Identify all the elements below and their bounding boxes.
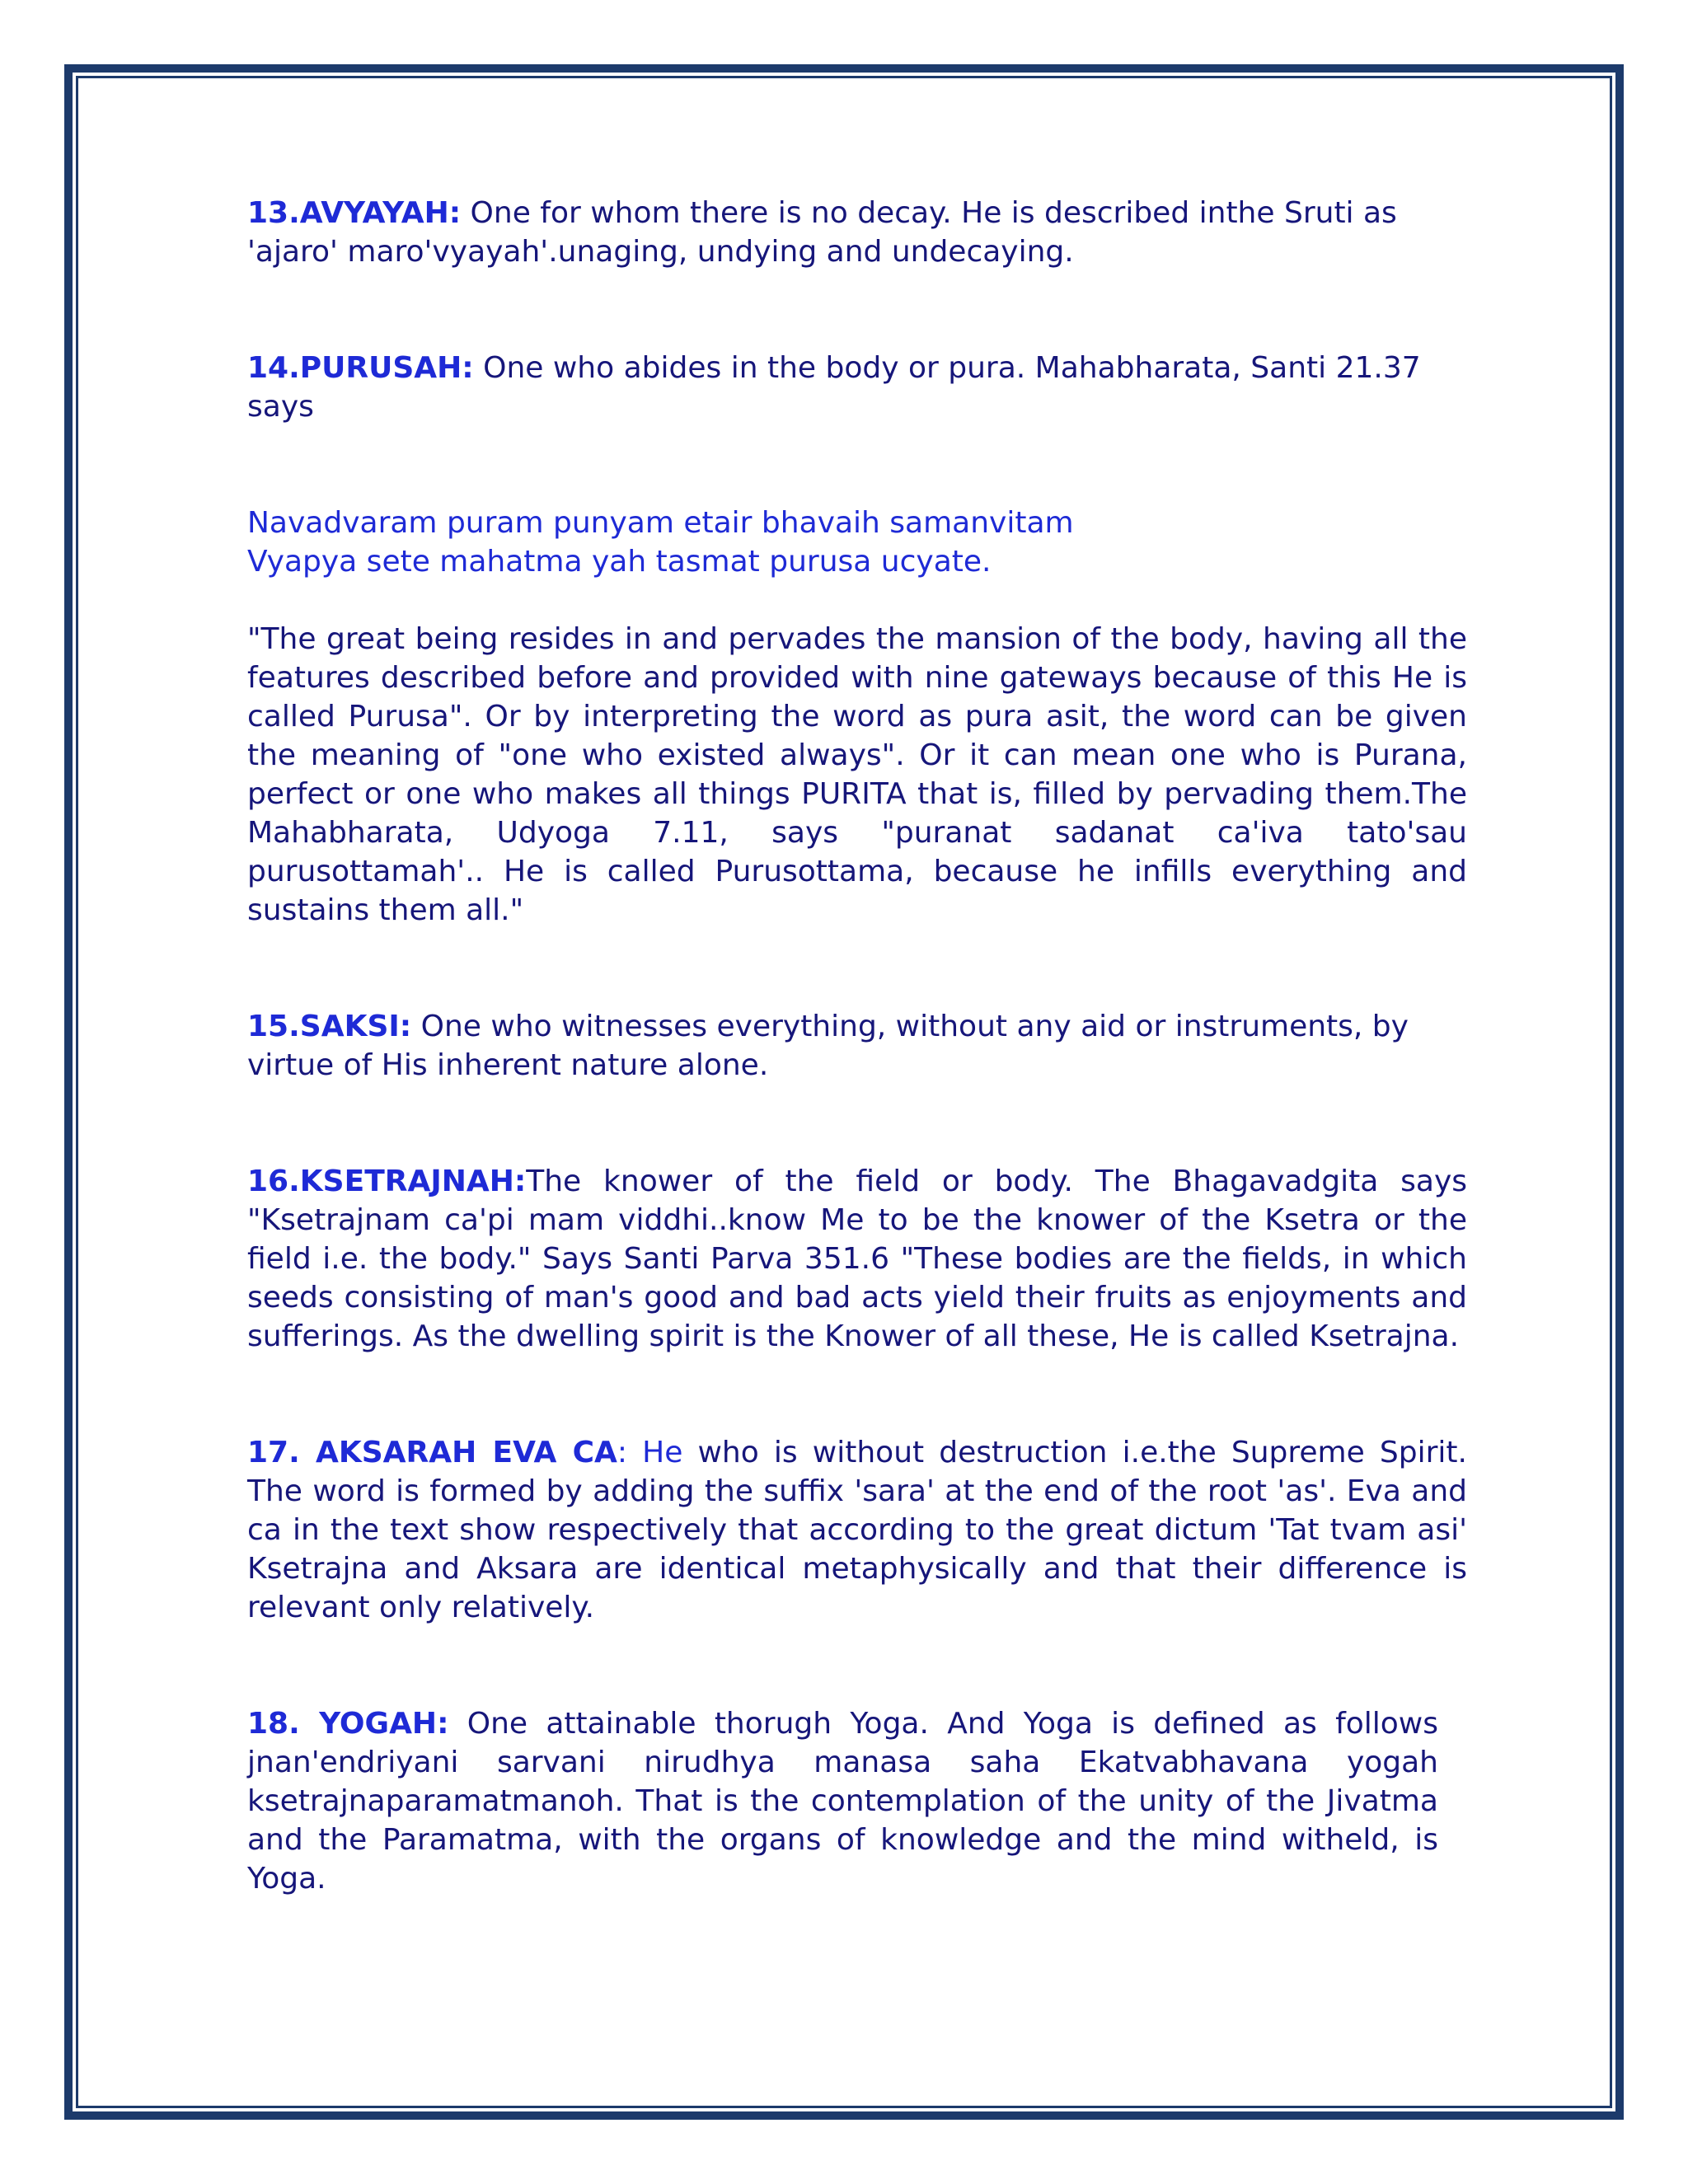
entry-13-heading: 13.AVYAYAH: (247, 196, 462, 230)
entry-16-heading: 16.KSETRAJNAH: (247, 1165, 527, 1198)
entry-14-verse-line-2: Vyapya sete mahatma yah tasmat purusa ucyate. (247, 545, 992, 579)
entry-13-line-2: 'ajaro' maro'vyayah'.unaging, undying and undecaying. (247, 235, 1074, 269)
entry-17 (247, 1433, 1467, 1627)
entry-15-heading: 15.SAKSI: (247, 1010, 412, 1043)
entry-17-text: who is without destruction i.e.the Supreme Spirit. The word is formed by adding the suffix 'sara' at the end of the root 'as'. Eva and ca in the text show respectively that according to the great dictum 'Tat tvam asi' Ksetrajna and Aksara are identical metaphysically and that their difference is relevant only relatively. (247, 1436, 1467, 1624)
entry-15-line-1: One who witnesses everything, without any aid or instruments, by (411, 1010, 1409, 1043)
entry-15-line-2: virtue of His inherent nature alone. (247, 1048, 769, 1082)
entry-18 (247, 1704, 1438, 1898)
entry-14-verse (247, 504, 1467, 581)
entry-17-heading: 17. AKSARAH EVA CA (247, 1436, 617, 1469)
entry-16 (247, 1162, 1467, 1356)
entry-15 (247, 1007, 1467, 1085)
entry-14-commentary: "The great being resides in and pervades the mansion of the body, having all the features described before and provided with nine gateways because of this He is called Purusa". Or by interpreting the word as pura asit, the word can be given the meaning of "one who existed always". Or it can mean one who is Purana, perfect or one who makes all things PURITA that is, filled by pervading them.The Mahabharata, Udyoga 7.11, says "puranat sadanat ca'iva tato'sau purusottamah'.. He is called Purusottama, because he infills everything and sustains them all." (247, 622, 1467, 927)
entry-14 (247, 349, 1455, 426)
entry-18-text: One attainable thorugh Yoga. And Yoga is defined as follows jnan'endriyani sarvani nirudhya manasa saha Ekatvabhavana yogah ksetrajnaparamatmanoh. That is the contemplation of the unity of the Jivatma and the Paramatma, with the organs of knowledge and the mind witheld, is Yoga. (247, 1707, 1438, 1896)
entry-14-verse-line-1: Navadvaram puram punyam etair bhavaih samanvitam (247, 506, 1074, 540)
entry-13-line-1: One for whom there is no decay. He is described inthe Sruti as (461, 196, 1397, 230)
entry-13 (247, 194, 1467, 271)
entry-14-heading: 14.PURUSAH: (247, 351, 474, 385)
entry-14-text: One who abides in the body or pura. Mahabharata, Santi 21.37 says (247, 351, 1421, 424)
document-body (247, 194, 1467, 1898)
entry-16-text: The knower of the field or body. The Bhagavadgita says "Ksetrajnam ca'pi mam viddhi..know Me to be the knower of the Ksetra or the field i.e. the body." Says Santi Parva 351.6 "These bodies are the fields, in which seeds consisting of man's good and bad acts yield their fruits as enjoyments and sufferings. As the dwelling spirit is the Knower of all these, He is called Ksetrajna. (247, 1165, 1467, 1353)
entry-18-heading: 18. YOGAH: (247, 1707, 449, 1741)
entry-17-colon: : He (617, 1436, 683, 1469)
